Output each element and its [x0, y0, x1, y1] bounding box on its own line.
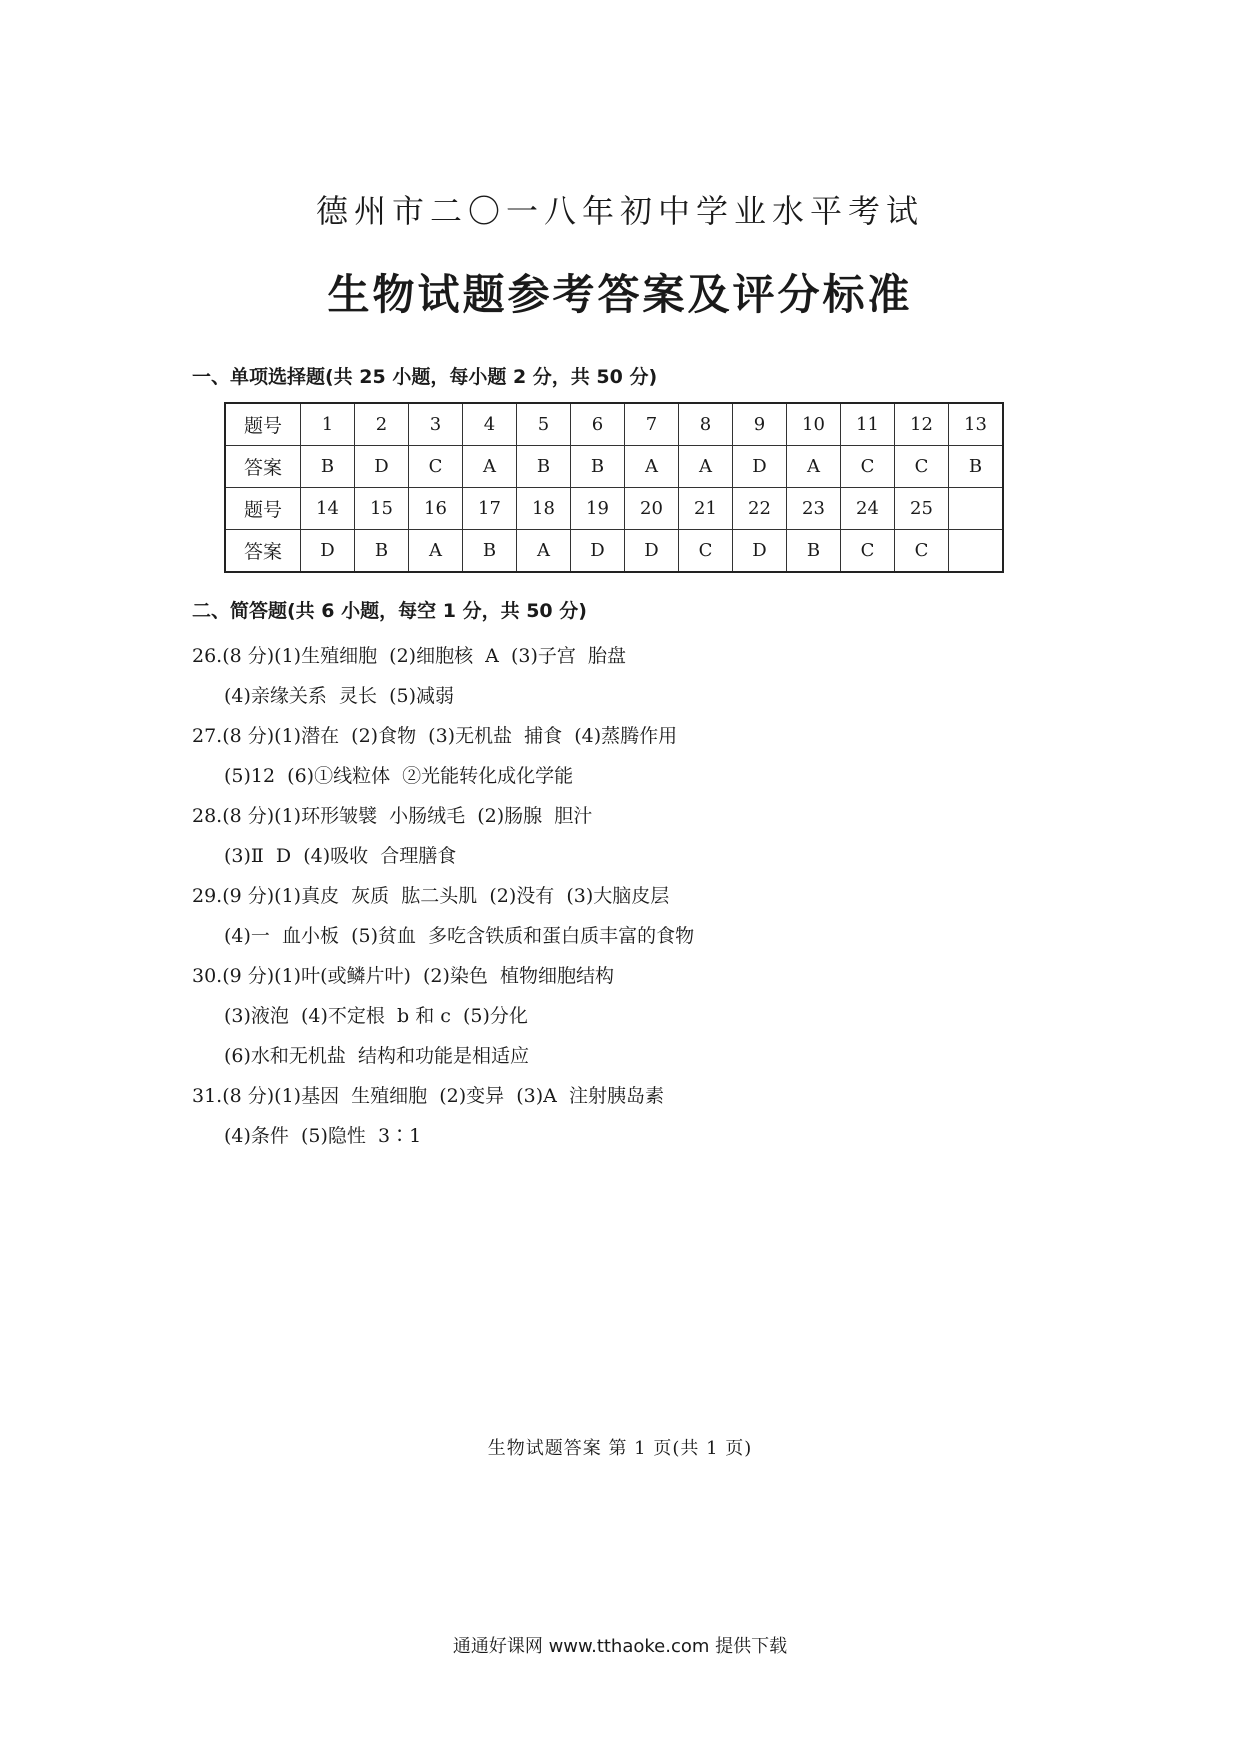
answer-line: (5)12 (6)①线粒体 ②光能转化成化学能 — [224, 765, 574, 787]
row-label-answer: 答案 — [225, 446, 301, 488]
watermark-text: 通通好课网 www.tthaoke.com 提供下载 — [452, 1636, 788, 1657]
question-number-cell: 18 — [517, 488, 571, 530]
answer-cell: A — [409, 530, 463, 573]
answer-line: 28.(8 分)(1)环形皱襞 小肠绒毛 (2)肠腺 胆汁 — [192, 805, 593, 827]
question-number-cell: 2 — [355, 403, 409, 446]
answer-cell: B — [949, 446, 1004, 488]
table-row-numbers — [225, 403, 1003, 446]
answer-line: 27.(8 分)(1)潜在 (2)食物 (3)无机盐 捕食 (4)蒸腾作用 — [192, 725, 678, 747]
answer-line: 29.(9 分)(1)真皮 灰质 肱二头肌 (2)没有 (3)大脑皮层 — [192, 885, 670, 907]
section2-heading: 二、简答题(共 6 小题，每空 1 分，共 50 分) — [192, 600, 587, 622]
answer-line: (4)一 血小板 (5)贫血 多吃含铁质和蛋白质丰富的食物 — [224, 925, 695, 947]
answer-cell: A — [463, 446, 517, 488]
answer-cell: C — [679, 530, 733, 573]
question-number-cell: 12 — [895, 403, 949, 446]
question-number-cell: 20 — [625, 488, 679, 530]
answer-line: (4)亲缘关系 灵长 (5)减弱 — [224, 685, 454, 707]
question-number-cell: 7 — [625, 403, 679, 446]
question-number-cell: 14 — [301, 488, 355, 530]
question-number-cell: 16 — [409, 488, 463, 530]
exam-subtitle: 德州市二〇一八年初中学业水平考试 — [315, 192, 924, 230]
answer-line: (3)Ⅱ D (4)吸收 合理膳食 — [224, 845, 457, 867]
answer-line: (6)水和无机盐 结构和功能是相适应 — [224, 1045, 529, 1067]
answer-line: (4)条件 (5)隐性 3∶1 — [224, 1125, 422, 1147]
short-answer-list — [192, 636, 1092, 1156]
question-number-cell: 4 — [463, 403, 517, 446]
question-number-cell: 21 — [679, 488, 733, 530]
question-number-cell: 25 — [895, 488, 949, 530]
question-number-cell: 22 — [733, 488, 787, 530]
question-number-cell: 13 — [949, 403, 1004, 446]
row-label-number: 题号 — [225, 403, 301, 446]
question-number-cell: 19 — [571, 488, 625, 530]
row-label-number: 题号 — [225, 488, 301, 530]
question-number-cell: 9 — [733, 403, 787, 446]
answer-cell: B — [355, 530, 409, 573]
answer-cell: C — [895, 530, 949, 573]
answer-cell: B — [301, 446, 355, 488]
question-number-cell: 17 — [463, 488, 517, 530]
answer-line: (3)液泡 (4)不定根 b 和 c (5)分化 — [224, 1005, 528, 1027]
answer-cell — [949, 530, 1004, 573]
question-number-cell — [949, 488, 1004, 530]
row-label-answer: 答案 — [225, 530, 301, 573]
question-number-cell: 8 — [679, 403, 733, 446]
answer-cell: D — [733, 530, 787, 573]
answer-table — [224, 402, 1004, 573]
answer-cell: D — [625, 530, 679, 573]
answer-cell: B — [517, 446, 571, 488]
answer-cell: D — [733, 446, 787, 488]
answer-cell: B — [571, 446, 625, 488]
exam-title: 生物试题参考答案及评分标准 — [327, 270, 913, 319]
answer-cell: D — [355, 446, 409, 488]
question-number-cell: 23 — [787, 488, 841, 530]
question-number-cell: 24 — [841, 488, 895, 530]
answer-line: 31.(8 分)(1)基因 生殖细胞 (2)变异 (3)A 注射胰岛素 — [192, 1085, 664, 1107]
answer-line: 30.(9 分)(1)叶(或鳞片叶) (2)染色 植物细胞结构 — [192, 965, 614, 987]
question-number-cell: 10 — [787, 403, 841, 446]
question-number-cell: 11 — [841, 403, 895, 446]
page-footer: 生物试题答案 第 1 页(共 1 页) — [487, 1438, 753, 1459]
question-number-cell: 15 — [355, 488, 409, 530]
answer-cell: B — [463, 530, 517, 573]
question-number-cell: 3 — [409, 403, 463, 446]
answer-cell: B — [787, 530, 841, 573]
answer-cell: A — [517, 530, 571, 573]
question-number-cell: 6 — [571, 403, 625, 446]
answer-cell: D — [571, 530, 625, 573]
answer-cell: D — [301, 530, 355, 573]
section1-heading: 一、单项选择题(共 25 小题，每小题 2 分，共 50 分) — [192, 366, 658, 388]
answer-cell: A — [625, 446, 679, 488]
answer-cell: C — [841, 530, 895, 573]
question-number-cell: 5 — [517, 403, 571, 446]
answer-cell: C — [409, 446, 463, 488]
answer-cell: C — [895, 446, 949, 488]
table-row-answers — [225, 530, 1003, 573]
answer-cell: C — [841, 446, 895, 488]
table-row-answers — [225, 446, 1003, 488]
answer-line: 26.(8 分)(1)生殖细胞 (2)细胞核 A (3)子宫 胎盘 — [192, 645, 626, 667]
question-number-cell: 1 — [301, 403, 355, 446]
answer-cell: A — [787, 446, 841, 488]
table-row-numbers — [225, 488, 1003, 530]
answer-cell: A — [679, 446, 733, 488]
